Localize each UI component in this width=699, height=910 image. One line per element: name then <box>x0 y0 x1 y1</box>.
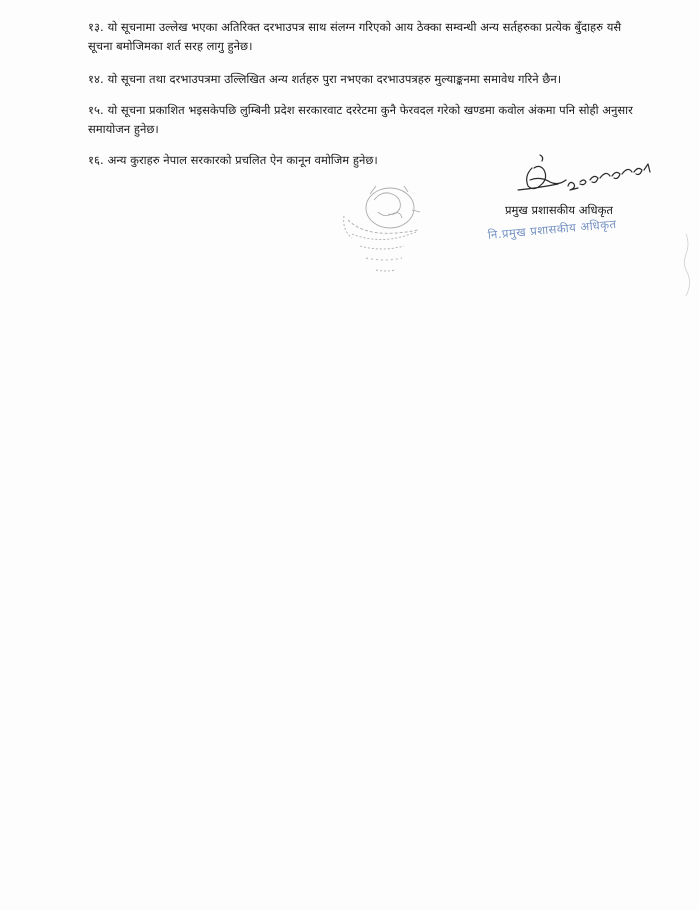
office-seal-image <box>330 180 445 290</box>
signature-image <box>510 150 660 200</box>
clause-text: यो सूचना तथा दरभाउपत्रमा उल्लिखित अन्य शर्तहरु पुरा नभएका दरभाउपत्रहरु मुल्याङ्कनमा समावेध गरिने छैन। <box>107 72 562 86</box>
clause-number: १५. <box>88 103 104 117</box>
clause-15 <box>88 101 648 139</box>
page-edge-mark <box>680 230 696 300</box>
clause-text: अन्य कुराहरु नेपाल सरकारको प्रचलित ऐन कानून वमोजिम हुनेछ। <box>107 153 378 167</box>
clause-number: १३. <box>88 20 104 34</box>
clause-text: यो सूचना प्रकाशित भइसकेपछि लुम्बिनी प्रदेश सरकारवाट दररेटमा कुनै फेरवदल गरेको खण्डमा कवोल अंकमा पनि सोही अनुसार समायोजन हुनेछ। <box>88 103 633 136</box>
clause-text: यो सूचनामा उल्लेख भएका अतिरिक्त दरभाउपत्र साथ संलग्न गरिएको आय ठेक्का सम्वन्धी अन्य सर्तहरुका प्रत्येक बुँदाहरु यसै सूचना बमोजिमका शर्त सरह लागु हुनेछ। <box>88 20 622 53</box>
clause-number: १४. <box>88 72 104 86</box>
designation-stamp: नि.प्रमुख प्रशासकीय अधिकृत <box>487 216 618 242</box>
officer-title: प्रमुख प्रशासकीय अधिकृत <box>505 203 613 217</box>
clause-13 <box>88 18 648 56</box>
clause-number: १६. <box>88 153 104 167</box>
clause-14 <box>88 70 648 89</box>
